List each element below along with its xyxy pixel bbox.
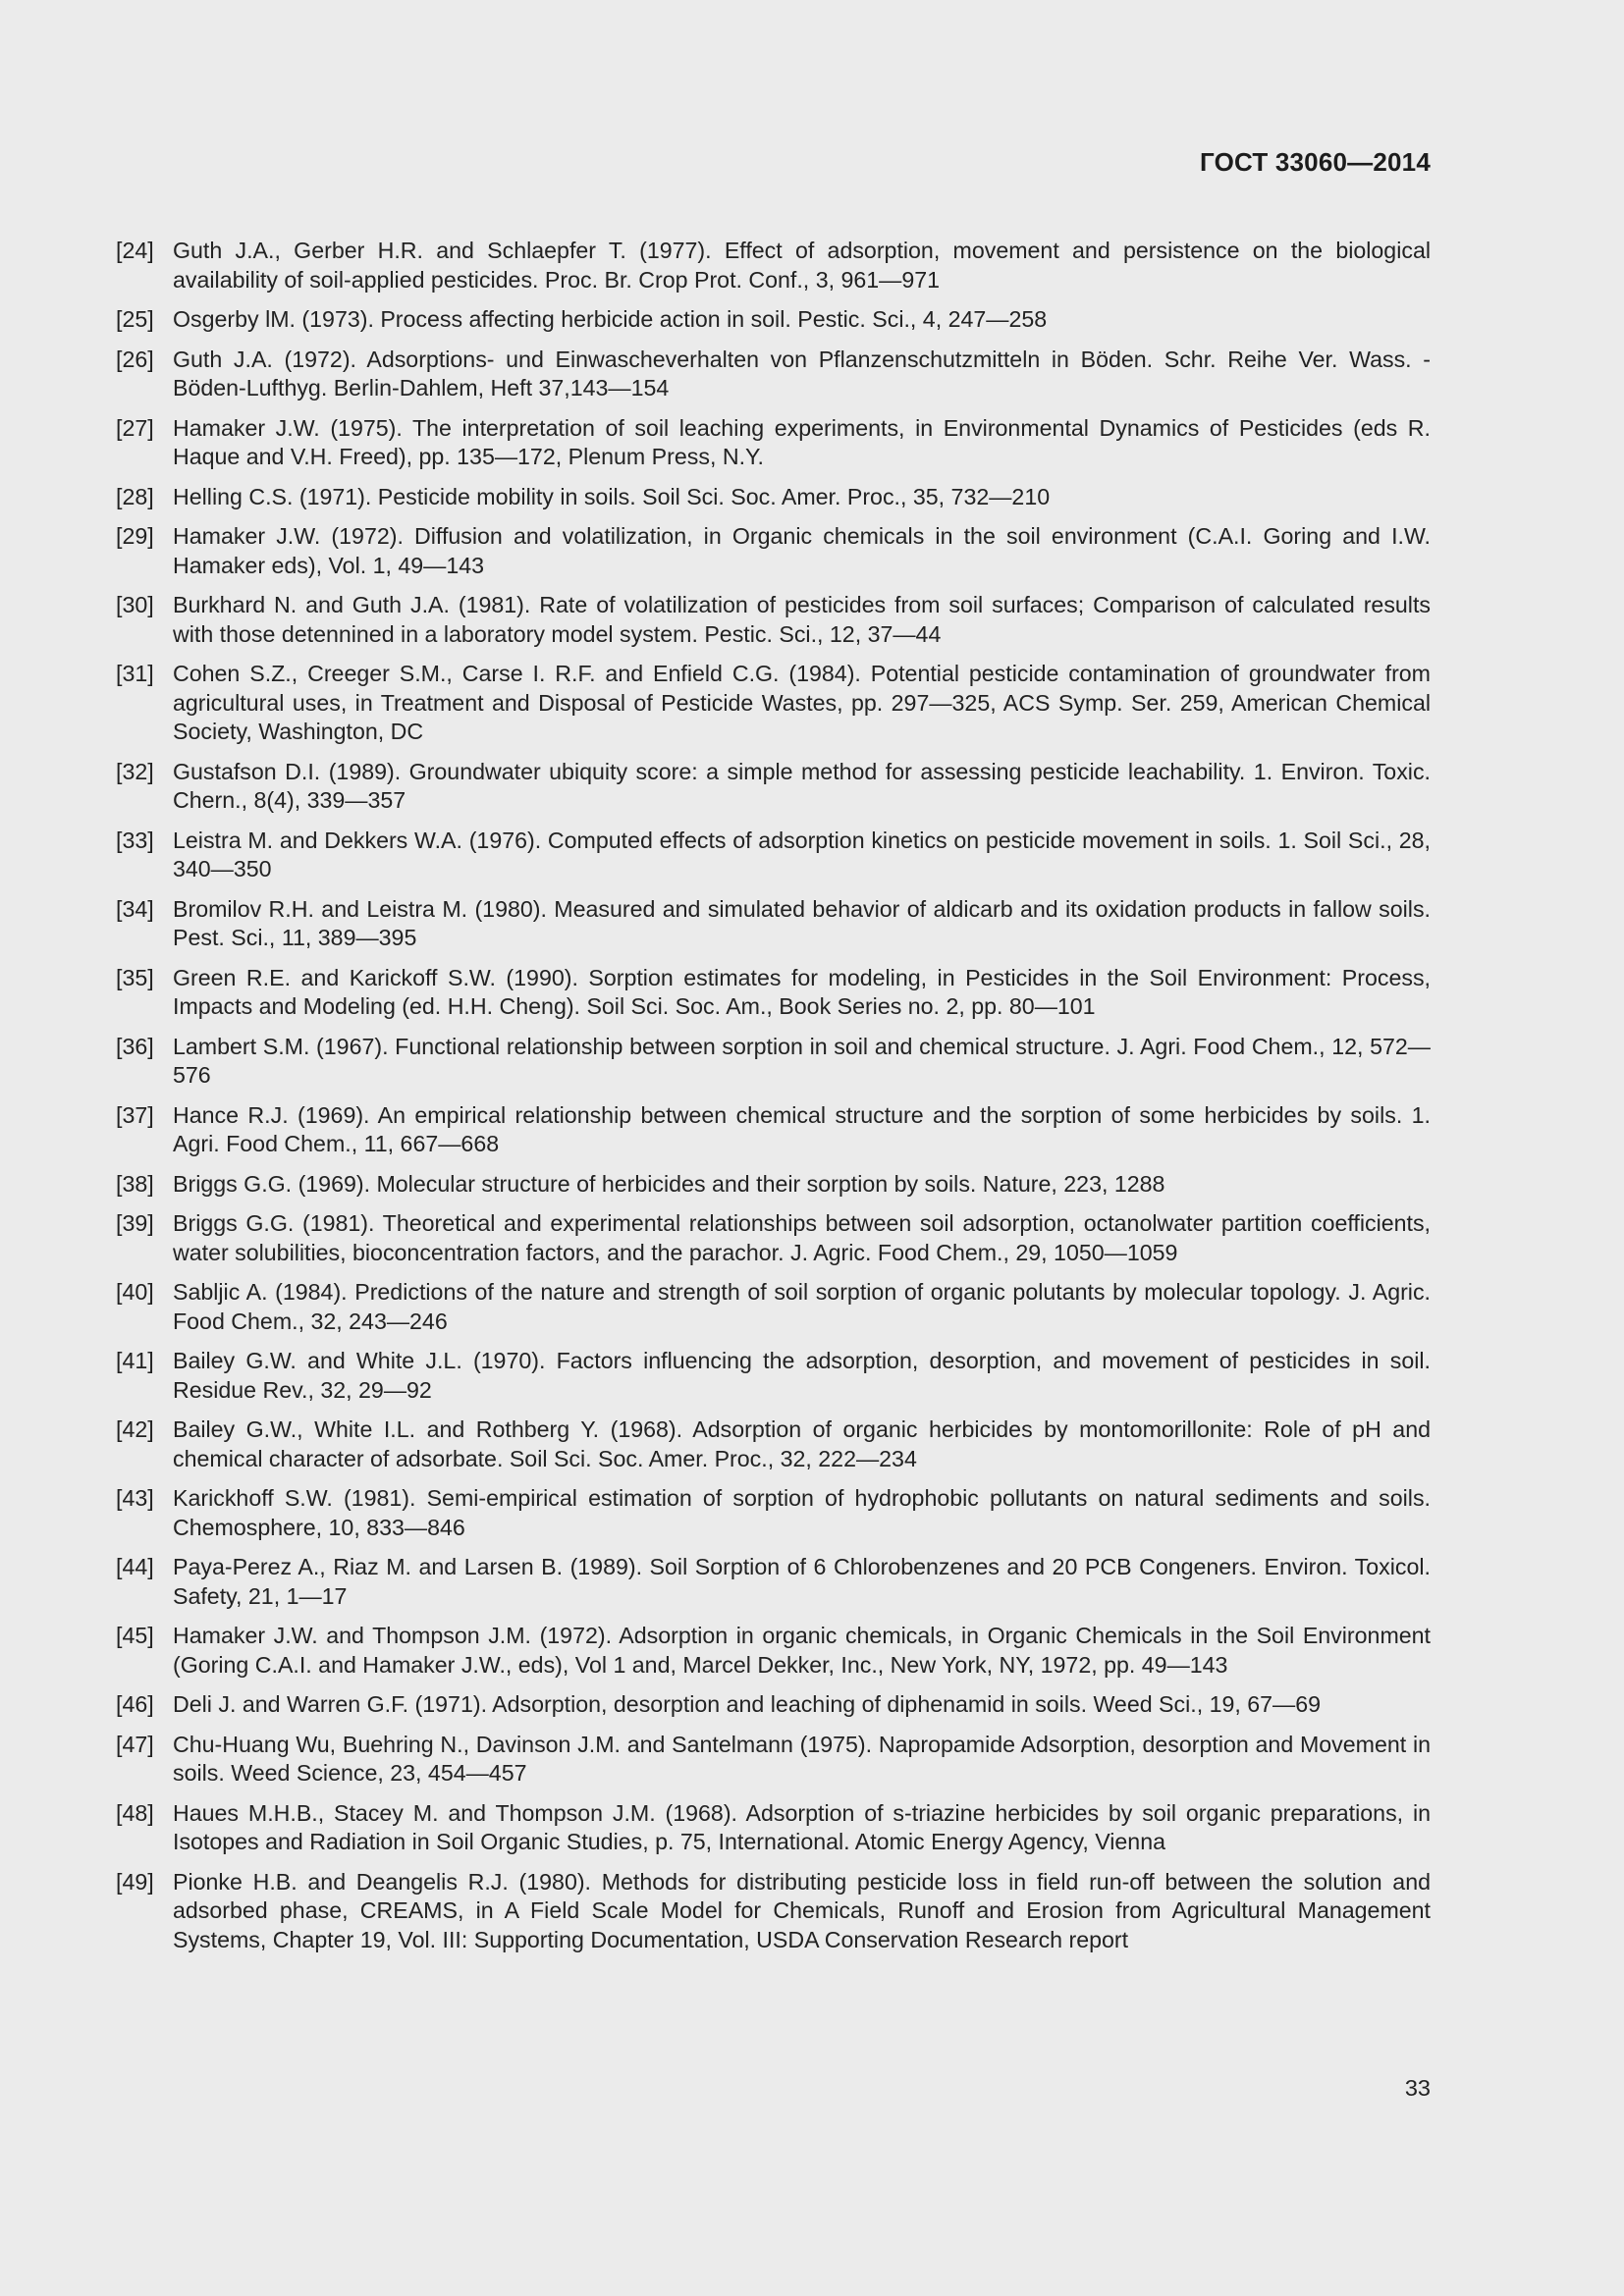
reference-text: Karickhoff S.W. (1981). Semi-empirical estimation of sorption of hydrophobic pollutants on natural sediments and soils. Chemosphere, 10, 833—846 <box>173 1485 1431 1540</box>
reference-number: [31] <box>116 661 154 686</box>
reference-number: [24] <box>116 238 154 263</box>
reference-text: Hamaker J.W. and Thompson J.M. (1972). Adsorption in organic chemicals, in Organic Chemicals in the Soil Environment (Goring C.A.I. and Hamaker J.W., eds), Vol 1 and, Marcel Dekker, Inc., New York, NY, 1972, pp. 49—143 <box>173 1623 1431 1678</box>
reference-text: Burkhard N. and Guth J.A. (1981). Rate of volatilization of pesticides from soil surfaces; Comparison of calculated results with those detennined in a laboratory model system. Pestic. Sci., 12, 37—44 <box>173 592 1431 647</box>
reference-item <box>116 1170 1431 1200</box>
reference-item <box>116 414 1431 472</box>
reference-text: Lambert S.M. (1967). Functional relationship between sorption in soil and chemical structure. J. Agri. Food Chem., 12, 572—576 <box>173 1033 1431 1088</box>
reference-item <box>116 305 1431 335</box>
reference-text: Leistra M. and Dekkers W.A. (1976). Computed effects of adsorption kinetics on pesticide movement in soils. 1. Soil Sci., 28, 340—350 <box>173 827 1431 881</box>
reference-number: [33] <box>116 827 154 853</box>
reference-number: [49] <box>116 1868 154 1895</box>
reference-text: Helling C.S. (1971). Pesticide mobility in soils. Soil Sci. Soc. Amer. Proc., 35, 732—210 <box>173 483 1051 509</box>
reference-number: [39] <box>116 1210 154 1236</box>
reference-number: [25] <box>116 306 154 332</box>
reference-item <box>116 1484 1431 1542</box>
reference-list <box>116 237 1431 1965</box>
reference-text: Guth J.A. (1972). Adsorptions- und Einwascheverhalten von Pflanzenschutzmitteln in Böden. Schr. Reihe Ver. Wass. - Böden-Lufthyg. Berlin-Dahlem, Heft 37,143—154 <box>173 346 1431 400</box>
reference-item <box>116 1799 1431 1857</box>
reference-number: [32] <box>116 758 154 784</box>
reference-number: [45] <box>116 1623 154 1648</box>
reference-number: [43] <box>116 1485 154 1511</box>
reference-text: Deli J. and Warren G.F. (1971). Adsorption, desorption and leaching of diphenamid in soils. Weed Sci., 19, 67—69 <box>173 1691 1322 1717</box>
reference-text: Hamaker J.W. (1972). Diffusion and volatilization, in Organic chemicals in the soil environment (C.A.I. Goring and I.W. Hamaker eds), Vol. 1, 49—143 <box>173 523 1431 578</box>
reference-item <box>116 346 1431 403</box>
reference-text: Hamaker J.W. (1975). The interpretation of soil leaching experiments, in Environmental Dynamics of Pesticides (eds R. Haque and V.H. Freed), pp. 135—172, Plenum Press, N.Y. <box>173 414 1431 469</box>
reference-item <box>116 1033 1431 1091</box>
reference-number: [37] <box>116 1101 154 1128</box>
reference-item <box>116 964 1431 1022</box>
page-number: 33 <box>1404 2075 1431 2101</box>
reference-number: [36] <box>116 1033 154 1059</box>
reference-item <box>116 237 1431 294</box>
reference-text: Pionke H.B. and Deangelis R.J. (1980). Methods for distributing pesticide loss in field run-off between the solution and adsorbed phase, CREAMS, in A Field Scale Model for Chemicals, Runoff and Erosion from Agricultural Management Systems, Chapter 19, Vol. III: Supporting Documentation, USDA Conservation Research report <box>173 1868 1431 1952</box>
reference-item <box>116 1868 1431 1955</box>
reference-text: Cohen S.Z., Creeger S.M., Carse I. R.F. and Enfield C.G. (1984). Potential pesticide contamination of groundwater from agricultural uses, in Treatment and Disposal of Pesticide Wastes, pp. 297—325, ACS Symp. Ser. 259, American Chemical Society, Washington, DC <box>173 661 1431 744</box>
reference-item <box>116 1209 1431 1267</box>
reference-item <box>116 1553 1431 1611</box>
reference-text: Sabljic A. (1984). Predictions of the nature and strength of soil sorption of organic polutants by molecular topology. J. Agric. Food Chem., 32, 243—246 <box>173 1279 1431 1334</box>
reference-item <box>116 1415 1431 1473</box>
reference-number: [34] <box>116 895 154 922</box>
reference-text: Bailey G.W. and White J.L. (1970). Factors influencing the adsorption, desorption, and movement of pesticides in soil. Residue Rev., 32, 29—92 <box>173 1348 1431 1403</box>
reference-number: [47] <box>116 1731 154 1757</box>
reference-text: Osgerby lM. (1973). Process affecting herbicide action in soil. Pestic. Sci., 4, 247—258 <box>173 306 1048 332</box>
reference-number: [27] <box>116 414 154 441</box>
reference-number: [44] <box>116 1554 154 1579</box>
reference-number: [30] <box>116 592 154 617</box>
reference-text: Briggs G.G. (1969). Molecular structure of herbicides and their sorption by soils. Nature, 223, 1288 <box>173 1170 1165 1197</box>
reference-item <box>116 660 1431 747</box>
reference-item <box>116 591 1431 649</box>
reference-text: Briggs G.G. (1981). Theoretical and experimental relationships between soil adsorption, octanolwater partition coefficients, water solubilities, bioconcentration factors, and the parachor. J. Agric. Food Chem., 29, 1050—1059 <box>173 1210 1431 1265</box>
reference-number: [41] <box>116 1348 154 1373</box>
reference-item <box>116 522 1431 580</box>
reference-item <box>116 827 1431 884</box>
reference-text: Paya-Perez A., Riaz M. and Larsen B. (1989). Soil Sorption of 6 Chlorobenzenes and 20 PCB Congeners. Environ. Toxicol. Safety, 21, 1—17 <box>173 1554 1431 1609</box>
reference-text: Chu-Huang Wu, Buehring N., Davinson J.M. and Santelmann (1975). Napropamide Adsorption, desorption and Movement in soils. Weed Science, 23, 454—457 <box>173 1731 1431 1786</box>
reference-number: [26] <box>116 346 154 372</box>
reference-item <box>116 1622 1431 1680</box>
reference-text: Hance R.J. (1969). An empirical relationship between chemical structure and the sorption of some herbicides by soils. 1. Agri. Food Chem., 11, 667—668 <box>173 1101 1431 1156</box>
reference-text: Gustafson D.I. (1989). Groundwater ubiquity score: a simple method for assessing pesticide leachability. 1. Environ. Toxic. Chern., 8(4), 339—357 <box>173 758 1431 813</box>
reference-number: [48] <box>116 1799 154 1826</box>
reference-item <box>116 1101 1431 1159</box>
reference-number: [35] <box>116 964 154 990</box>
reference-text: Guth J.A., Gerber H.R. and Schlaepfer T. (1977). Effect of adsorption, movement and persistence on the biological availability of soil-applied pesticides. Proc. Br. Crop Prot. Conf., 3, 961—971 <box>173 238 1431 293</box>
reference-item <box>116 758 1431 816</box>
reference-number: [42] <box>116 1416 154 1442</box>
reference-item <box>116 1278 1431 1336</box>
reference-number: [28] <box>116 483 154 509</box>
reference-item <box>116 1731 1431 1789</box>
reference-number: [46] <box>116 1691 154 1717</box>
reference-item <box>116 895 1431 953</box>
reference-number: [40] <box>116 1279 154 1305</box>
document-header: ГОСТ 33060—2014 <box>1200 147 1431 177</box>
reference-text: Bromilov R.H. and Leistra M. (1980). Measured and simulated behavior of aldicarb and its oxidation products in fallow soils. Pest. Sci., 11, 389—395 <box>173 895 1431 950</box>
reference-number: [29] <box>116 523 154 549</box>
reference-number: [38] <box>116 1170 154 1197</box>
reference-item <box>116 483 1431 512</box>
reference-text: Haues M.H.B., Stacey M. and Thompson J.M. (1968). Adsorption of s-triazine herbicides by soil organic preparations, in Isotopes and Radiation in Soil Organic Studies, p. 75, International. Atomic Energy Agency, Vienna <box>173 1799 1431 1854</box>
reference-item <box>116 1347 1431 1405</box>
reference-text: Bailey G.W., White I.L. and Rothberg Y. (1968). Adsorption of organic herbicides by montomorillonite: Role of pH and chemical character of adsorbate. Soil Sci. Soc. Amer. Proc., 32, 222—234 <box>173 1416 1431 1471</box>
reference-text: Green R.E. and Karickoff S.W. (1990). Sorption estimates for modeling, in Pesticides in the Soil Environment: Process, Impacts and Modeling (ed. H.H. Cheng). Soil Sci. Soc. Am., Book Series no. 2, pp. 80—101 <box>173 964 1431 1019</box>
reference-item <box>116 1690 1431 1720</box>
